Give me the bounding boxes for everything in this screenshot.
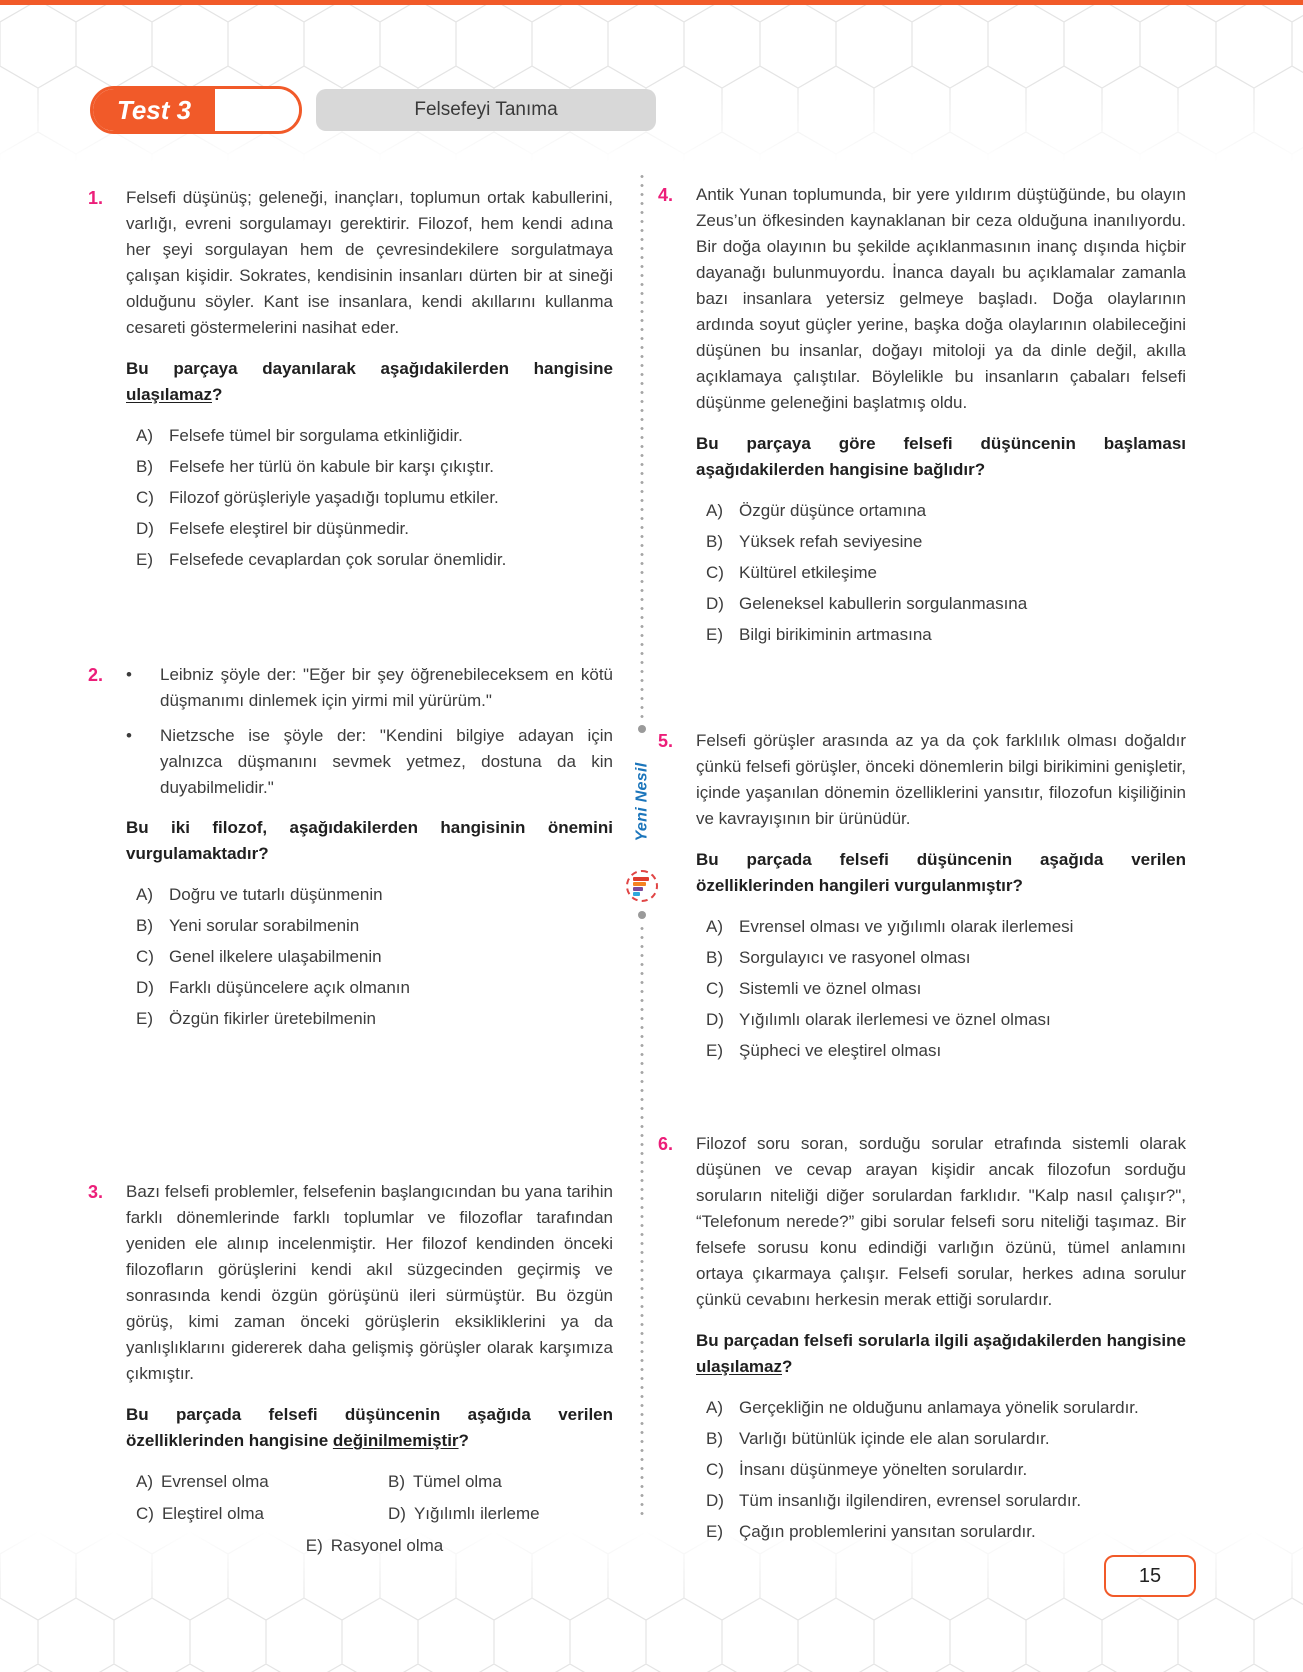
option-e: E) Rasyonel olma (305, 1536, 444, 1555)
divider-dotted-line-bottom (640, 924, 644, 1517)
topic-title: Felsefeyi Tanıma (414, 99, 558, 120)
option-c: C) Kültürel etkileşime (706, 563, 877, 582)
publisher-logo-funnel-icon (626, 870, 658, 902)
question-body: Felsefi görüşler arasında az ya da çok farklılık olması doğaldır çünkü felsefi görüşler, önceki dönemlerin bilgi birikimini genişletir, içinde yaşanılan dönemin özelliklerini yansıtır, filozofun kişiliğinin ve kavrayışının bir ürünüdür. (696, 731, 1186, 828)
option-d: D) Tüm insanlığı ilgilendiren, evrensel sorulardır. (706, 1491, 1082, 1510)
test-badge (90, 86, 302, 134)
option-e: E) Bilgi birikiminin artmasına (706, 625, 932, 644)
option-b: B) Tümel olma (388, 1472, 502, 1491)
publisher-logo-text: Yeni Nesil (633, 762, 650, 842)
options-list (126, 882, 613, 1032)
option-a: A) Evrensel olma (136, 1472, 269, 1491)
page-number: 15 (1138, 1564, 1162, 1587)
question-stem: Bu iki filozof, aşağıdakilerden hangisinin önemini vurgulamaktadır? (126, 818, 613, 863)
question-body: Felsefi düşünüş; geleneği, inançları, toplumun ortak kabullerini, varlığı, evreni sorgulamayı gerektirir. Filozof, hem kendi adına her şeyi sorgulayan hem de çevresindekilere sorgulatmaya çalışan kişidir. Sokrates, kendisinin insanları dürten bir at sineği olduğunu söyler. Kant ise insanlara, kendi akıllarını kullanma cesareti göstermelerini nasihat eder. (126, 188, 613, 337)
question-stem: Bu parçada felsefi düşüncenin aşağıda verilen özelliklerinden hangisine değinilmemiştir? (126, 1405, 613, 1450)
publisher-logo (632, 738, 652, 866)
question-body: Filozof soru soran, sorduğu sorular etrafında sistemli olarak düşünen ve cevap arayan kişidir ancak filozofun sorduğu soruların niteliği diğer sorulardan farklıdır. "Kalp nasıl çalışır?", “Telefonum nerede?” gibi sorular felsefi soru niteliği taşımaz. Bir felsefe sorusu konu edindiği varlığın özünü, tümel anlamını ortaya çıkarmaya çalışır. Felsefi sorular, herkes adına sorulur çünkü cevabını herkesin merak ettiği sorulardır. (696, 1134, 1186, 1309)
option-c: C) Eleştirel olma (136, 1504, 264, 1523)
options-list (126, 423, 613, 573)
option-a: A) Evrensel olması ve yığılımlı olarak ilerlemesi (706, 917, 1074, 936)
option-d: D) Yığılımlı olarak ilerlemesi ve öznel olması (706, 1010, 1051, 1029)
topic-title-bar (316, 89, 656, 131)
option-c: C) Sistemli ve öznel olması (706, 979, 922, 998)
option-d: D) Geleneksel kabullerin sorgulanmasına (706, 594, 1028, 613)
question-number: 1. (88, 188, 104, 208)
column-divider (634, 172, 650, 1517)
question-2 (88, 662, 613, 1037)
divider-dotted-line-top (640, 172, 644, 720)
options-list (696, 1395, 1186, 1545)
options-list (696, 498, 1186, 648)
option-a: A) Doğru ve tutarlı düşünmenin (136, 885, 383, 904)
question-6 (658, 1131, 1186, 1550)
question-5 (658, 728, 1186, 1069)
options-list (696, 914, 1186, 1064)
page-top-edge-bar (0, 0, 1303, 5)
option-e: E) Şüpheci ve eleştirel olması (706, 1041, 942, 1060)
option-d: D) Farklı düşüncelere açık olmanın (136, 978, 410, 997)
question-number: 2. (88, 665, 104, 685)
question-number: 6. (658, 1134, 674, 1154)
option-c: C) Filozof görüşleriyle yaşadığı toplumu etkiler. (136, 488, 499, 507)
option-a: A) Özgür düşünce ortamına (706, 501, 927, 520)
question-3 (88, 1179, 613, 1559)
test-number-label: Test 3 (93, 89, 215, 131)
page-number-box (1104, 1555, 1196, 1597)
option-e: E) Felsefede cevaplardan çok sorular önemlidir. (136, 550, 507, 569)
options-grid (126, 1469, 613, 1559)
option-b: B) Felsefe her türlü ön kabule bir karşı çıkıştır. (136, 457, 495, 476)
bullet-icon: • (126, 726, 132, 745)
option-a: A) Felsefe tümel bir sorgulama etkinliğidir. (136, 426, 463, 445)
option-b: B) Sorgulayıcı ve rasyonel olması (706, 948, 971, 967)
question-body: Antik Yunan toplumunda, bir yere yıldırım düştüğünde, bu olayın Zeus’un öfkesinden kaynaklanan bir ceza olduğuna inanılıyordu. Bir doğa olayının bu şekilde açıklanmasının inanç dışında hiçbir dayanağı bulunmuyordu. İnanca dayalı bu açıklamalar zamanla bazı insanlara yetersiz gelmeye başladı. Doğa olaylarının ardında soyut güçler yerine, başka doğa olaylarının olabileceğini düşünen bu insanlar, doğayı mitoloji ya da dinle değil, akılla açıklamaya çalıştılar. Böylelikle bu insanların çabaları felsefi düşünme geleneğini başlatmış oldu. (696, 185, 1186, 412)
divider-dot (638, 725, 646, 733)
option-c: C) İnsanı düşünmeye yönelten sorulardır. (706, 1460, 1028, 1479)
bullet-quote-nietzsche: • Nietzsche ise şöyle der: "Kendini bilgiye adayan için yalnızca düşmanını sevmek yetmez, dostuna da kin duyabilmelidir." (126, 723, 613, 801)
question-number: 5. (658, 731, 674, 751)
question-body: Bazı felsefi problemler, felsefenin başlangıcından bu yana tarihin farklı dönemlerinde farklı toplumlar ve filozoflar tarafından yeniden ele alınıp incelenmiştir. Her filozof kendinden önceki filozofların görüşlerini kendi akıl süzgecinden geçirmiş ve sonrasında kendi özgün görüşünü ileri sürmüştür. Bu özgün görüş, kimi zaman önceki görüşlerin eksikliklerini ya da yanlışlıklarını gidererek daha gelişmiş görüşler olarak karşımıza çıkmıştır. (126, 1182, 613, 1383)
question-number: 3. (88, 1182, 104, 1202)
option-d: D) Felsefe eleştirel bir düşünmedir. (136, 519, 410, 538)
option-a: A) Gerçekliğin ne olduğunu anlamaya yönelik sorulardır. (706, 1398, 1139, 1417)
divider-dot (638, 911, 646, 919)
bullet-quote-leibniz: • Leibniz şöyle der: "Eğer bir şey öğrenebileceksem en kötü düşmanımı dinlemek için yirmi mil yürürüm." (126, 662, 613, 714)
honeycomb-pattern-top (0, 0, 1303, 162)
option-c: C) Genel ilkelere ulaşabilmenin (136, 947, 382, 966)
question-stem: Bu parçaya göre felsefi düşüncenin başlaması aşağıdakilerden hangisine bağlıdır? (696, 434, 1186, 479)
question-stem: Bu parçaya dayanılarak aşağıdakilerden hangisine ulaşılamaz? (126, 359, 613, 404)
question-4 (658, 182, 1186, 653)
question-stem: Bu parçadan felsefi sorularla ilgili aşağıdakilerden hangisine ulaşılamaz? (696, 1331, 1186, 1376)
option-e: E) Çağın problemlerini yansıtan sorulardır. (706, 1522, 1036, 1541)
question-stem: Bu parçada felsefi düşüncenin aşağıda verilen özelliklerinden hangileri vurgulanmıştır? (696, 850, 1186, 895)
option-d: D) Yığılımlı ilerleme (388, 1504, 540, 1523)
test-badge-blank-area (215, 89, 299, 131)
option-b: B) Yeni sorular sorabilmenin (136, 916, 360, 935)
option-b: B) Yüksek refah seviyesine (706, 532, 923, 551)
question-number: 4. (658, 185, 674, 205)
option-b: B) Varlığı bütünlük içinde ele alan sorulardır. (706, 1429, 1050, 1448)
question-1 (88, 185, 613, 578)
option-e: E) Özgün fikirler üretebilmenin (136, 1009, 376, 1028)
bullet-icon: • (126, 665, 132, 684)
